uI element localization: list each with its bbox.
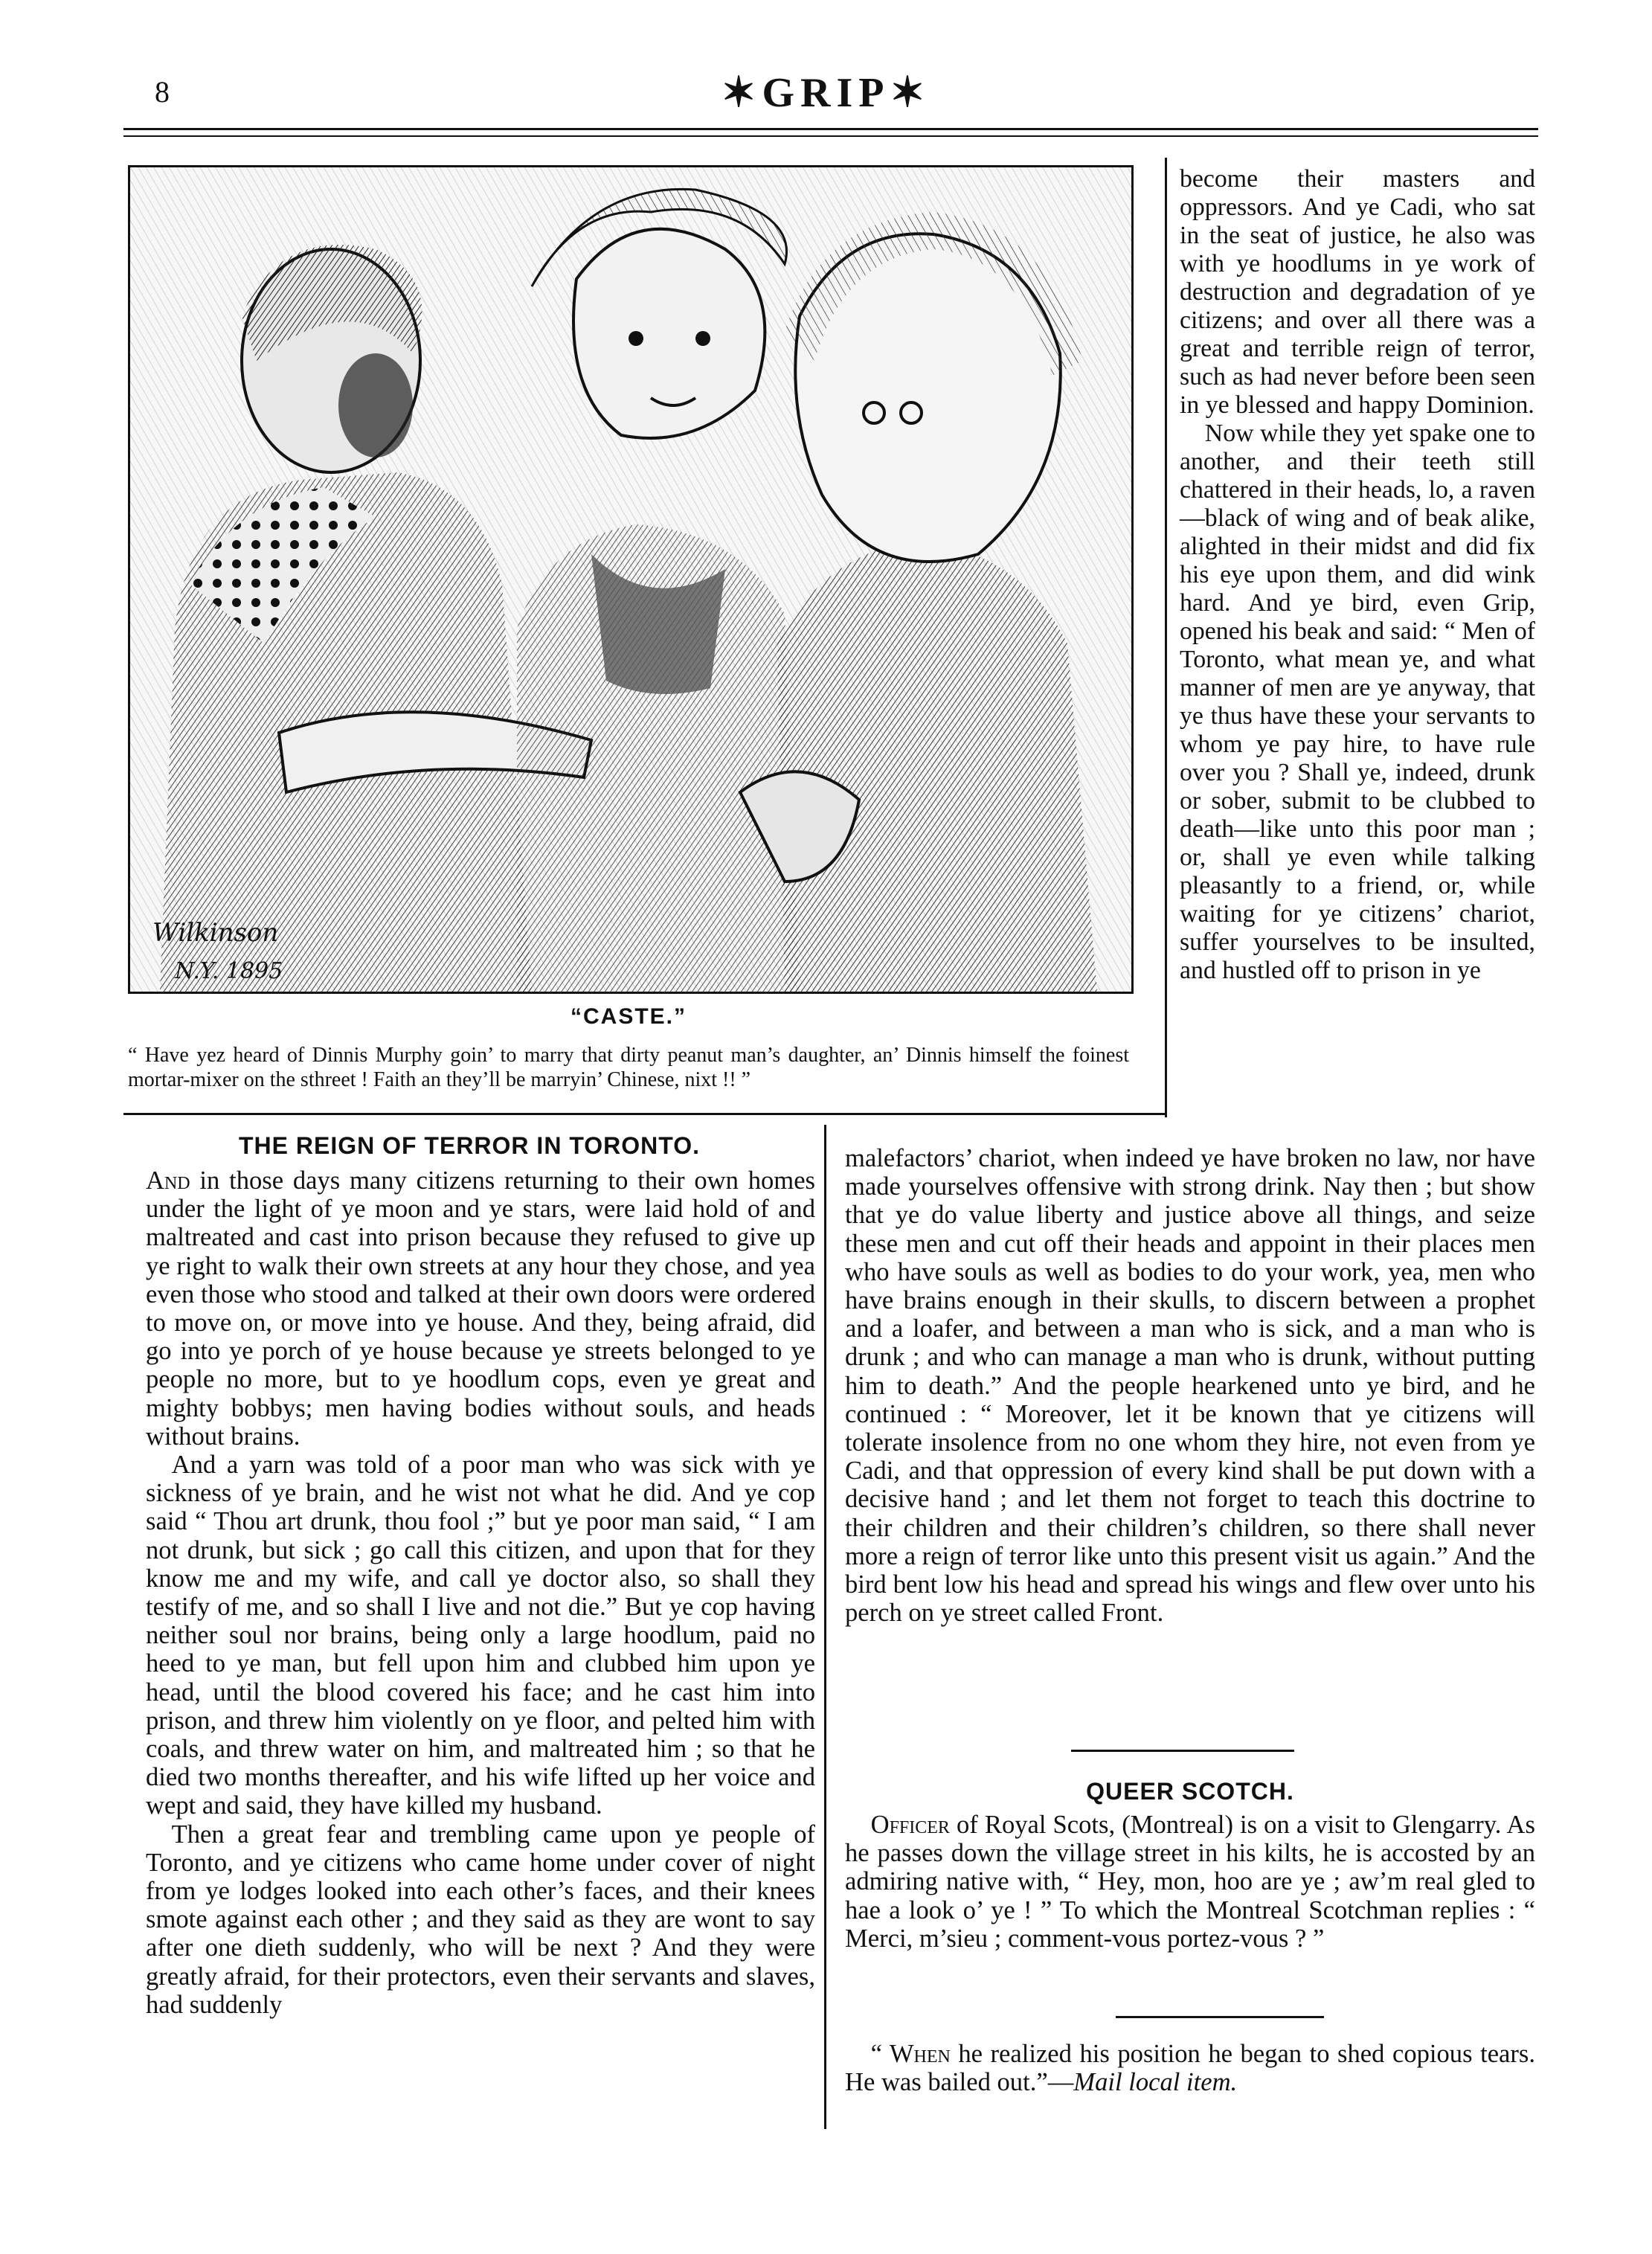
column-rule-illustration xyxy=(1165,158,1167,1117)
article-title-queer-scotch: QUEER SCOTCH. xyxy=(1086,1778,1294,1805)
lead-word: And xyxy=(146,1166,190,1195)
article-paragraph xyxy=(845,1811,1535,1953)
caste-engraving xyxy=(130,167,1131,992)
header-rule-bottom xyxy=(123,135,1538,137)
paragraph-text: in those days many citizens returning to their own homes under the light of ye moon and ye stars, were laid hold of and maltreated and cast into prison because they refused to give up ye right to walk their own streets at any hour they chose, and yea even those who stood and talked at their own doors were ordered to move on, or move into ye house. And they, being afraid, did go into ye porch of ye house because ye streets belonged to ye people no more, but to ye hoodlum cops, even ye great and mighty bobbys; men having bodies without souls, and heads without brains. xyxy=(146,1166,815,1451)
article-paragraph xyxy=(146,1166,815,1451)
right-column-paragraph: Now while they yet spake one to another, and their teeth still chattered in their heads, lo, a raven—black of wing and of beak alike, alighted in their midst and did fix his eye upon them, and did wink hard. And ye bird, even Grip, opened his beak and said: “ Men of Toronto, what mean ye, and what manner of men are ye anyway, that ye thus have these your servants to whom ye pay hire, to have rule over you ? Shall ye, indeed, drunk or sober, submit to be clubbed to death—like unto this poor man ; or, shall ye even while talking pleasantly to a friend, or, while waiting for ye citizens’ chariot, suffer yourselves to be insulted, and hustled off to prison in ye xyxy=(1180,420,1535,984)
page-number: 8 xyxy=(155,75,170,109)
caption-title: “CASTE.” xyxy=(570,1004,687,1029)
column-rule-lower xyxy=(824,1125,826,2129)
caption-rule xyxy=(123,1113,1165,1115)
continuation-paragraph: malefactors’ chariot, when indeed ye have broken no law, nor have made yourselves offensive with strong drink. Nay then ; but show that ye do value liberty and justice above all things, and seize these men and cut off their heads and appoint in their places men who have souls as well as bodies to do your work, yea, men who have brains enough in their skulls, to discern between a prophet and a loafer, and between a man who is sick, and a man who is drunk ; and who can manage a man who is drunk, without putting him to death.” And the people hearkened unto ye bird, and he continued : “ Moreover, let it be known that ye citizens will tolerate insolence from no one whom they hire, not even from ye Cadi, and that oppression of every kind shall be put down with a decisive hand ; and let them not forget to teach this doctrine to their children and their children’s children, so there shall never more a reign of terror like unto this present visit us again.” And the bird bent low his head and spread his wings and flew over unto his perch on ye street called Front. xyxy=(845,1144,1535,1628)
right-column-top xyxy=(1180,165,1535,985)
caste-illustration xyxy=(128,165,1134,994)
lead-word: Officer xyxy=(870,1811,950,1839)
lead-word: “ When xyxy=(870,2040,951,2068)
artist-signature-place: N.Y. 1895 xyxy=(175,958,283,984)
paragraph-text: of Royal Scots, (Montreal) is on a visit to Glengarry. As he passes down the village street in his kilts, he is accosted by an admiring native with, “ Hey, mon, hoo are ye ; aw’m real gled to hae a look o’ ye ! ” To which the Montreal Scotchman replies : “ Merci, m’sieu ; comment-vous portez-vous ? ” xyxy=(845,1811,1535,1953)
section-divider xyxy=(1071,1750,1294,1752)
right-column-paragraph: become their masters and oppressors. And ye Cadi, who sat in the seat of justice, he also was with ye hoodlums in ye work of destruction and degradation of ye citizens; and over all there was a great and terrible reign of terror, such as had never before been seen in ye blessed and happy Dominion. xyxy=(1180,165,1535,419)
artist-signature: Wilkinson xyxy=(152,918,279,948)
article-reign-of-terror xyxy=(146,1166,815,2019)
filler-source: Mail local item. xyxy=(1073,2068,1238,2097)
filler-text: he realized his position he began to shed copious tears. He was bailed out.”— xyxy=(845,2040,1535,2097)
article-queer-scotch xyxy=(845,1811,1535,1953)
middle-column-continuation xyxy=(845,1144,1535,1627)
masthead: ✶GRIP✶ xyxy=(721,70,931,116)
article-paragraph: And a yarn was told of a poor man who was sick with ye sickness of ye brain, and he wist not what he did. And ye cop said “ Thou art drunk, thou fool ;” but ye poor man said, “ I am not drunk, but sick ; go call this citizen, and upon that for they know me and my wife, and call ye doctor also, so shall they testify of me, and so shall I live and not die.” But ye cop having neither soul nor brains, being only a large hoodlum, paid no heed to ye man, but fell upon him and clubbed him upon ye head, until the blood covered his face; and he cast him into prison, and threw him violently on ye floor, and pelted him with coals, and threw water on him, and maltreated him ; so that he died two months thereafter, and his wife lifted up her voice and wept and said, they have killed my husband. xyxy=(146,1451,815,1820)
article-paragraph: Then a great fear and trembling came upon ye people of Toronto, and ye citizens who came home under cover of night from ye lodges looked into each other’s faces, and their knees smote against each other ; and they said as they are wont to say after one dieth suddenly, who will be next ? And they were greatly afraid, for their protectors, even their servants and slaves, had suddenly xyxy=(146,1820,815,2019)
filler-paragraph xyxy=(845,2040,1535,2096)
article-title-reign-of-terror: THE REIGN OF TERROR IN TORONTO. xyxy=(238,1132,701,1159)
header-rule-top xyxy=(123,128,1538,130)
caption-text: “ Have yez heard of Dinnis Murphy goin’ to marry that dirty peanut man’s daughter, an’ Dinnis himself the foinest mortar-mixer on the sthreet ! Faith an they’ll be marryin’ Chinese, nixt !! ” xyxy=(128,1044,1129,1091)
filler-item xyxy=(845,2040,1535,2096)
section-divider xyxy=(1116,2016,1324,2018)
